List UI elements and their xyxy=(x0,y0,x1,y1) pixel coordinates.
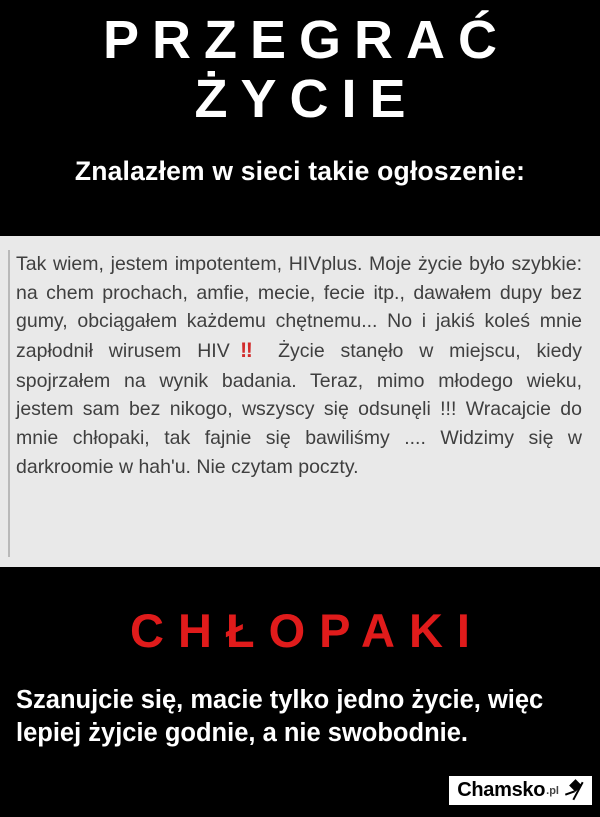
top-header-block xyxy=(0,0,600,236)
title-line-1: PRZEGRAĆ xyxy=(102,10,510,70)
watermark-logo-icon xyxy=(564,780,586,802)
bottom-message-block xyxy=(0,567,600,817)
ad-text-part-2: Życie stanęło w miejscu, kiedy spojrzałem na wynik badania. Teraz, mimo młodego wieku, jestem sam bez nikogo, wszyscy się odsunęli !!! Wracajcie do mnie chłopaki, tak fajnie się bawiliśmy .... Widzimy się w darkroomie w hah'u. Nie czytam poczty. xyxy=(16,339,583,478)
page-title xyxy=(0,10,600,129)
watermark-suffix: .pl xyxy=(546,784,559,797)
ad-text-part-1: Tak wiem, jestem impotentem, HIVplus. Moje życie było szybkie: na chem prochach, amfie, mecie, fecie itp., dawałem dupy bez gumy, obciągałem każdemu chętnemu... No i jakiś koleś mnie zapłodnił wirusem HIV xyxy=(16,253,582,362)
shout-text: CHŁOPAKI xyxy=(130,604,484,657)
double-exclamation-mark: ‼ xyxy=(229,338,263,362)
title-line-2: ŻYCIE xyxy=(194,68,419,129)
watermark xyxy=(449,776,592,805)
closing-message: Szanujcie się, macie tylko jedno życie, więc lepiej żyjcie godnie, a nie swobodnie. xyxy=(16,686,544,747)
watermark-name: Chamsko xyxy=(457,779,546,801)
quoted-ad-text xyxy=(16,250,582,481)
subtitle-text: Znalazłem w sieci takie ogłoszenie: xyxy=(74,155,526,186)
quoted-ad-panel xyxy=(0,236,600,567)
